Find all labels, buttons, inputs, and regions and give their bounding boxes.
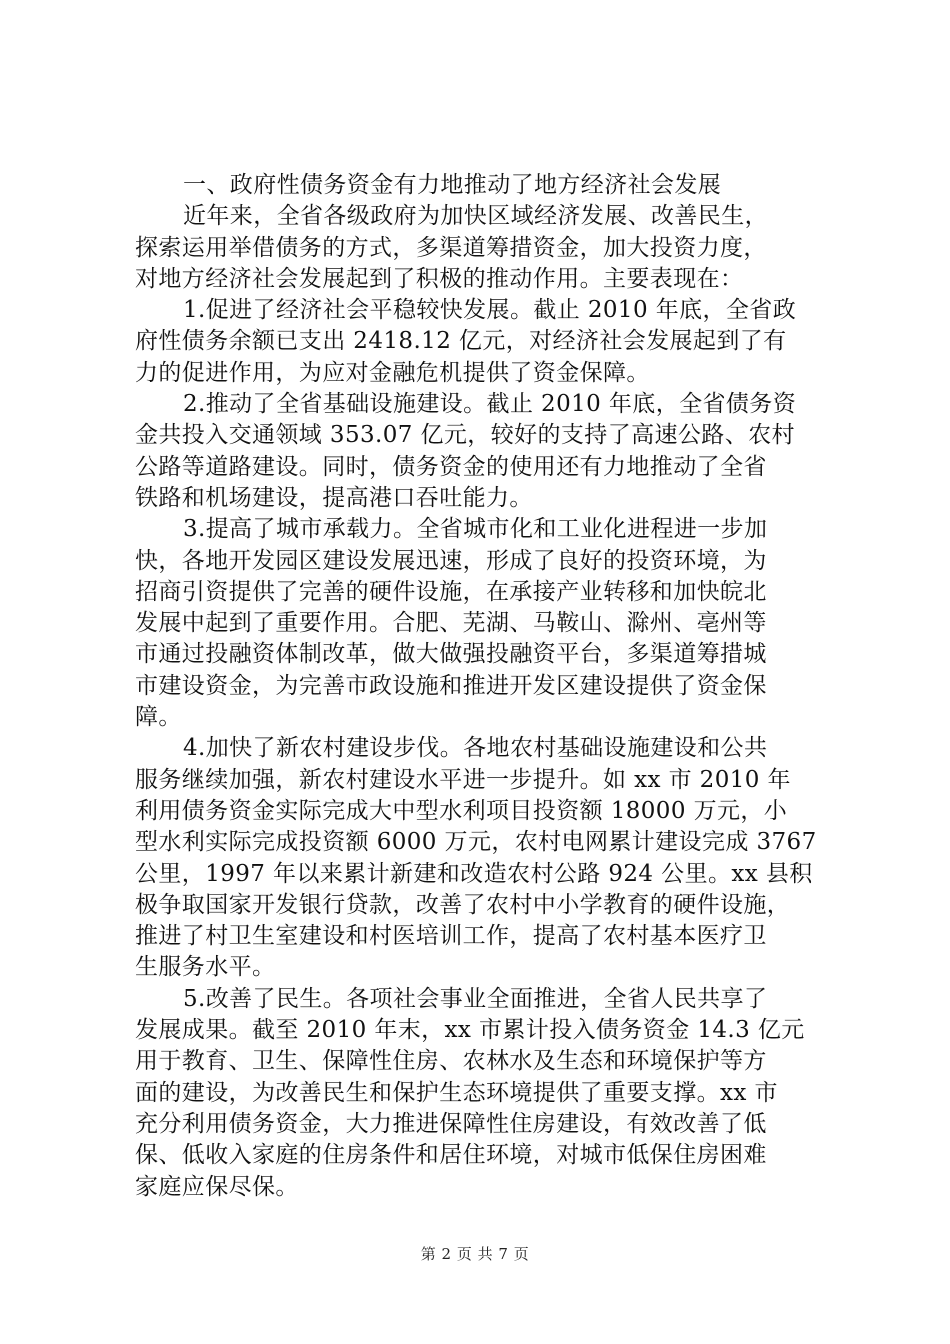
text-line: 发展成果。截至 2010 年末，xx 市累计投入债务资金 14.3 亿元 — [135, 1017, 805, 1044]
text-line: 近年来，全省各级政府为加快区域经济发展、改善民生， — [183, 203, 768, 230]
text-line: 型水利实际完成投资额 6000 万元，农村电网累计建设完成 3767 — [135, 829, 817, 856]
text-line: 铁路和机场建设，提高港口吞吐能力。 — [135, 484, 533, 511]
text-line: 家庭应保尽保。 — [135, 1173, 299, 1200]
section-heading: 一、政府性债务资金有力地推动了地方经济社会发展 — [183, 172, 722, 198]
text-line: 府性债务余额已支出 2418.12 亿元，对经济社会发展起到了有 — [135, 328, 787, 355]
text-line: 充分利用债务资金，大力推进保障性住房建设，有效改善了低 — [135, 1110, 767, 1137]
text-line: 障。 — [135, 704, 182, 731]
text-line: 探索运用举借债务的方式，多渠道筹措资金，加大投资力度， — [135, 234, 767, 261]
text-line: 推进了村卫生室建设和村医培训工作，提高了农村基本医疗卫 — [135, 923, 767, 950]
document-lines — [135, 201, 830, 1203]
text-line: 保、低收入家庭的住房条件和居住环境，对城市低保住房困难 — [135, 1142, 767, 1169]
text-line: 生服务水平。 — [135, 954, 276, 981]
document-body — [135, 170, 830, 1203]
text-line: 4.加快了新农村建设步伐。各地农村基础设施建设和公共 — [183, 735, 768, 762]
text-line: 公路等道路建设。同时，债务资金的使用还有力地推动了全省 — [135, 453, 767, 480]
text-line: 面的建设，为改善民生和保护生态环境提供了重要支撑。xx 市 — [135, 1079, 778, 1106]
text-line: 公里，1997 年以来累计新建和改造农村公路 924 公里。xx 县积 — [135, 860, 813, 887]
text-line: 市通过投融资体制改革，做大做强投融资平台，多渠道筹措城 — [135, 641, 767, 668]
page-number-footer: 第 2 页 共 7 页 — [420, 1245, 530, 1263]
text-line: 服务继续加强，新农村建设水平进一步提升。如 xx 市 2010 年 — [135, 766, 791, 793]
text-line: 极争取国家开发银行贷款，改善了农村中小学教育的硬件设施， — [135, 891, 791, 918]
text-line: 发展中起到了重要作用。合肥、芜湖、马鞍山、滁州、亳州等 — [135, 610, 767, 637]
text-line: 对地方经济社会发展起到了积极的推动作用。主要表现在： — [135, 265, 744, 292]
text-line: 力的促进作用，为应对金融危机提供了资金保障。 — [135, 359, 650, 386]
text-line: 1.促进了经济社会平稳较快发展。截止 2010 年底，全省政 — [183, 297, 797, 324]
text-line: 2.推动了全省基础设施建设。截止 2010 年底，全省债务资 — [183, 391, 797, 418]
text-line: 招商引资提供了完善的硬件设施，在承接产业转移和加快皖北 — [135, 578, 767, 605]
text-line: 金共投入交通领域 353.07 亿元，较好的支持了高速公路、农村 — [135, 422, 795, 449]
text-line: 市建设资金，为完善市政设施和推进开发区建设提供了资金保 — [135, 672, 767, 699]
text-line: 用于教育、卫生、保障性住房、农林水及生态和环境保护等方 — [135, 1048, 767, 1075]
text-line: 3.提高了城市承载力。全省城市化和工业化进程进一步加 — [183, 516, 768, 543]
text-line: 5.改善了民生。各项社会事业全面推进，全省人民共享了 — [183, 985, 768, 1012]
text-line: 利用债务资金实际完成大中型水利项目投资额 18000 万元，小 — [135, 797, 788, 824]
text-line: 快，各地开发园区建设发展迅速，形成了良好的投资环境，为 — [135, 547, 767, 574]
